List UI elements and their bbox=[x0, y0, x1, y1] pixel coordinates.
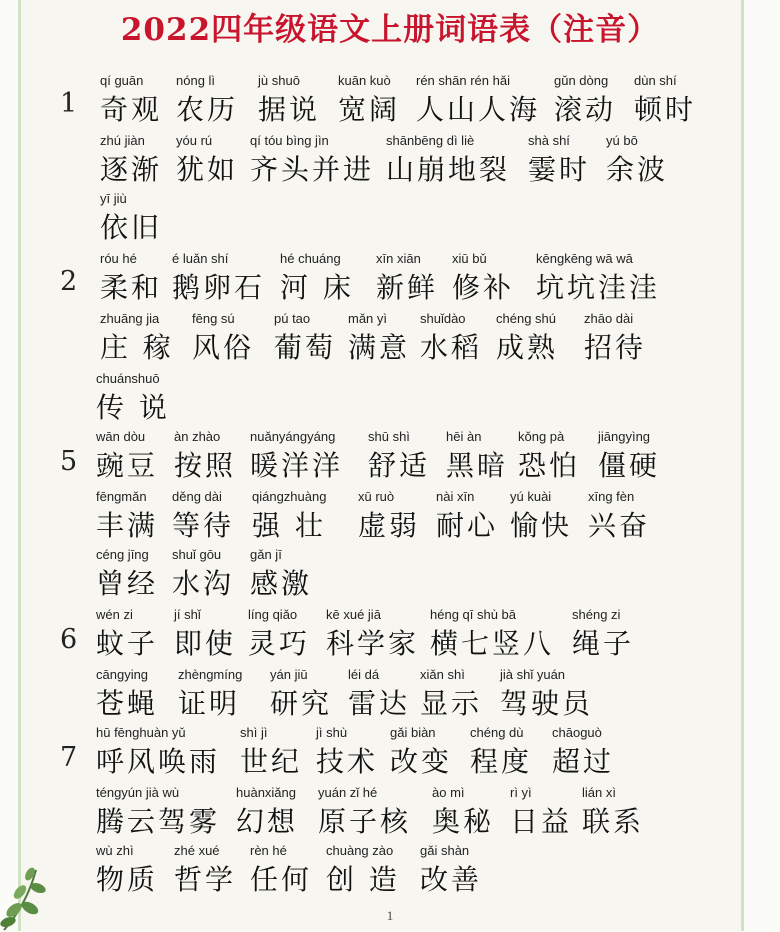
hanzi: 河 床 bbox=[280, 271, 354, 304]
vocab-word bbox=[252, 488, 326, 544]
vocab-word bbox=[172, 250, 265, 306]
hanzi: 感激 bbox=[250, 567, 313, 600]
hanzi: 耐心 bbox=[436, 509, 499, 542]
vocab-word bbox=[584, 310, 646, 366]
pinyin: nóng lì bbox=[176, 73, 216, 88]
vocab-word bbox=[248, 606, 310, 662]
vocab-word bbox=[430, 606, 554, 662]
vocab-word bbox=[420, 842, 482, 898]
hanzi: 雷达 bbox=[348, 687, 411, 720]
hanzi: 奥秘 bbox=[432, 805, 495, 838]
pinyin: jiāngyìng bbox=[598, 429, 651, 444]
pinyin: wén zi bbox=[96, 607, 133, 622]
pinyin: yán jiū bbox=[270, 667, 308, 682]
pinyin: gǎn jī bbox=[250, 547, 282, 562]
vocab-word bbox=[376, 250, 438, 306]
vocab-word bbox=[452, 250, 514, 306]
hanzi: 曾经 bbox=[96, 567, 159, 600]
pinyin: wān dòu bbox=[96, 429, 146, 444]
pinyin: yú bō bbox=[606, 133, 638, 148]
vocab-word bbox=[552, 724, 614, 780]
hanzi: 证明 bbox=[178, 687, 241, 720]
vocab-word bbox=[390, 724, 452, 780]
pinyin: kuān kuò bbox=[338, 73, 391, 88]
hanzi: 程度 bbox=[470, 745, 533, 778]
lesson-number-2: 2 bbox=[60, 266, 78, 297]
vocab-word bbox=[326, 842, 400, 898]
hanzi: 物质 bbox=[96, 863, 159, 896]
hanzi: 滚动 bbox=[554, 93, 617, 126]
vocab-word bbox=[420, 666, 482, 722]
vocab-word bbox=[250, 428, 343, 484]
pinyin: hé chuáng bbox=[280, 251, 341, 266]
pinyin: chāoguò bbox=[552, 725, 602, 740]
vocab-word bbox=[270, 666, 332, 722]
hanzi: 葡萄 bbox=[274, 331, 337, 364]
lesson-number-1: 1 bbox=[60, 88, 78, 119]
pinyin: jù shuō bbox=[258, 73, 300, 88]
pinyin: yóu rú bbox=[176, 133, 213, 148]
vocab-word bbox=[96, 428, 158, 484]
vocab-word bbox=[582, 784, 644, 840]
pinyin: fēng sú bbox=[192, 311, 235, 326]
pinyin: róu hé bbox=[100, 251, 137, 266]
pinyin: léi dá bbox=[348, 667, 380, 682]
hanzi: 即使 bbox=[174, 627, 237, 660]
hanzi: 齐头并进 bbox=[250, 153, 375, 186]
pinyin: yú kuài bbox=[510, 489, 552, 504]
vocab-word bbox=[174, 428, 236, 484]
vocab-word bbox=[176, 72, 238, 128]
hanzi: 恐怕 bbox=[518, 449, 581, 482]
pinyin: nuǎnyángyáng bbox=[250, 429, 336, 444]
pinyin: yuán zǐ hé bbox=[318, 785, 378, 800]
hanzi: 蚊子 bbox=[96, 627, 159, 660]
hanzi: 暖洋洋 bbox=[250, 449, 344, 482]
pinyin: fēngmǎn bbox=[96, 489, 147, 504]
vocab-word bbox=[174, 842, 236, 898]
pinyin: xiū bǔ bbox=[452, 251, 487, 266]
pinyin: gǎi shàn bbox=[420, 843, 470, 858]
hanzi: 据说 bbox=[258, 93, 321, 126]
pinyin: jià shǐ yuán bbox=[500, 667, 566, 682]
pinyin: shì jì bbox=[240, 725, 268, 740]
hanzi: 虚弱 bbox=[358, 509, 421, 542]
pinyin: xiǎn shì bbox=[420, 667, 465, 682]
pinyin: rèn hé bbox=[250, 843, 287, 858]
page-title: 2022四年级语文上册词语表（注音） bbox=[120, 12, 660, 48]
pinyin: é luǎn shí bbox=[172, 251, 229, 266]
pinyin: qí tóu bìng jìn bbox=[250, 133, 329, 148]
vocab-word bbox=[192, 310, 254, 366]
vocab-word bbox=[496, 310, 558, 366]
hanzi: 风俗 bbox=[192, 331, 255, 364]
vocab-word bbox=[606, 132, 668, 188]
pinyin: kǒng pà bbox=[518, 429, 565, 444]
hanzi: 超过 bbox=[552, 745, 615, 778]
hanzi: 余波 bbox=[606, 153, 669, 186]
pinyin: děng dài bbox=[172, 489, 222, 504]
vocab-word bbox=[420, 310, 482, 366]
vocab-word bbox=[446, 428, 508, 484]
vocab-word bbox=[470, 724, 532, 780]
vocab-word bbox=[172, 546, 234, 602]
hanzi: 丰满 bbox=[96, 509, 159, 542]
hanzi: 显示 bbox=[420, 687, 483, 720]
vocab-word bbox=[96, 370, 170, 426]
vocab-word bbox=[172, 488, 234, 544]
pinyin: chuàng zào bbox=[326, 843, 394, 858]
vocab-word bbox=[436, 488, 498, 544]
vocab-word bbox=[348, 666, 410, 722]
pinyin: xīn xiān bbox=[376, 251, 421, 266]
vocab-word bbox=[96, 842, 158, 898]
vocab-word bbox=[500, 666, 593, 722]
pinyin: zhèngmíng bbox=[178, 667, 243, 682]
hanzi: 柔和 bbox=[100, 271, 163, 304]
hanzi: 新鲜 bbox=[376, 271, 439, 304]
vocab-word bbox=[326, 606, 419, 662]
hanzi: 绳子 bbox=[572, 627, 635, 660]
vocab-word bbox=[338, 72, 400, 128]
hanzi: 联系 bbox=[582, 805, 645, 838]
pinyin: zhuāng jia bbox=[100, 311, 160, 326]
pinyin: xīng fèn bbox=[588, 489, 635, 504]
hanzi: 幻想 bbox=[236, 805, 299, 838]
vocab-word bbox=[96, 546, 158, 602]
hanzi: 呼风唤雨 bbox=[96, 745, 221, 778]
vocab-word bbox=[598, 428, 660, 484]
pinyin: chuánshuō bbox=[96, 371, 160, 386]
pinyin: gǔn dòng bbox=[554, 73, 609, 88]
vocab-word bbox=[96, 666, 158, 722]
pinyin: nài xīn bbox=[436, 489, 475, 504]
hanzi: 驾驶员 bbox=[500, 687, 594, 720]
pinyin: shéng zi bbox=[572, 607, 621, 622]
hanzi: 哲学 bbox=[174, 863, 237, 896]
hanzi: 苍蝇 bbox=[96, 687, 159, 720]
pinyin: líng qiǎo bbox=[248, 607, 298, 622]
hanzi: 科学家 bbox=[326, 627, 420, 660]
vocab-word bbox=[178, 666, 242, 722]
hanzi: 技术 bbox=[316, 745, 379, 778]
vocab-word bbox=[236, 784, 298, 840]
pinyin: cāngying bbox=[96, 667, 149, 682]
hanzi: 灵巧 bbox=[248, 627, 311, 660]
vocab-word bbox=[96, 724, 220, 780]
pinyin: yī jiù bbox=[100, 191, 127, 206]
vocab-word bbox=[258, 72, 320, 128]
hanzi: 原子核 bbox=[318, 805, 412, 838]
hanzi: 犹如 bbox=[176, 153, 239, 186]
hanzi: 成熟 bbox=[496, 331, 559, 364]
hanzi: 坑坑洼洼 bbox=[536, 271, 661, 304]
pinyin: qí guān bbox=[100, 73, 144, 88]
hanzi: 农历 bbox=[176, 93, 239, 126]
pinyin: ào mì bbox=[432, 785, 465, 800]
pinyin: kē xué jiā bbox=[326, 607, 381, 622]
vocab-word bbox=[100, 310, 174, 366]
vocab-word bbox=[416, 72, 540, 128]
hanzi: 改善 bbox=[420, 863, 483, 896]
leaf-decoration-icon bbox=[0, 852, 80, 932]
vocab-word bbox=[100, 132, 162, 188]
pinyin: dùn shí bbox=[634, 73, 677, 88]
hanzi: 满意 bbox=[348, 331, 411, 364]
hanzi: 招待 bbox=[584, 331, 647, 364]
pinyin: jì shù bbox=[316, 725, 348, 740]
hanzi: 依旧 bbox=[100, 211, 163, 244]
vocab-word bbox=[280, 250, 354, 306]
pinyin: chéng shú bbox=[496, 311, 556, 326]
vocab-word bbox=[96, 488, 158, 544]
page-number: 1 bbox=[386, 908, 394, 923]
hanzi: 黑暗 bbox=[446, 449, 509, 482]
pinyin: mǎn yì bbox=[348, 311, 388, 326]
vocab-word bbox=[348, 310, 410, 366]
hanzi: 山崩地裂 bbox=[386, 153, 511, 186]
hanzi: 传 说 bbox=[96, 391, 170, 424]
pinyin: àn zhào bbox=[174, 429, 221, 444]
hanzi: 水稻 bbox=[420, 331, 483, 364]
hanzi: 创 造 bbox=[326, 863, 400, 896]
hanzi: 兴奋 bbox=[588, 509, 651, 542]
vocab-word bbox=[318, 784, 411, 840]
vocab-word bbox=[528, 132, 590, 188]
pinyin: qiángzhuàng bbox=[252, 489, 327, 504]
hanzi: 顿时 bbox=[634, 93, 697, 126]
lesson-number-7: 7 bbox=[60, 742, 78, 773]
hanzi: 霎时 bbox=[528, 153, 591, 186]
lesson-number-5: 5 bbox=[60, 446, 78, 477]
vocab-word bbox=[518, 428, 580, 484]
vocab-word bbox=[176, 132, 238, 188]
vocab-word bbox=[250, 132, 374, 188]
vocab-word bbox=[174, 606, 236, 662]
hanzi: 僵硬 bbox=[598, 449, 661, 482]
vocab-word bbox=[316, 724, 378, 780]
hanzi: 愉快 bbox=[510, 509, 573, 542]
pinyin: huànxiǎng bbox=[236, 785, 296, 800]
pinyin: shà shí bbox=[528, 133, 570, 148]
pinyin: zhé xué bbox=[174, 843, 220, 858]
hanzi: 改变 bbox=[390, 745, 453, 778]
vocab-word bbox=[100, 190, 162, 246]
vocab-word bbox=[96, 606, 158, 662]
vocab-word bbox=[274, 310, 336, 366]
pinyin: shānbēng dì liè bbox=[386, 133, 475, 148]
vocab-word bbox=[358, 488, 420, 544]
hanzi: 奇观 bbox=[100, 93, 163, 126]
hanzi: 强 壮 bbox=[252, 509, 326, 542]
pinyin: hū fēnghuàn yǔ bbox=[96, 725, 186, 740]
hanzi: 腾云驾雾 bbox=[96, 805, 221, 838]
hanzi: 横七竖八 bbox=[430, 627, 555, 660]
lesson-number-6: 6 bbox=[60, 624, 78, 655]
vocab-word bbox=[536, 250, 660, 306]
pinyin: pú tao bbox=[274, 311, 311, 326]
pinyin: shuǐdào bbox=[420, 311, 466, 326]
vocab-word bbox=[634, 72, 696, 128]
hanzi: 日益 bbox=[510, 805, 573, 838]
pinyin: chéng dù bbox=[470, 725, 524, 740]
vocab-word bbox=[386, 132, 510, 188]
pinyin: lián xì bbox=[582, 785, 616, 800]
vocab-word bbox=[572, 606, 634, 662]
vocab-word bbox=[240, 724, 302, 780]
pinyin: téngyún jià wù bbox=[96, 785, 180, 800]
pinyin: héng qī shù bā bbox=[430, 607, 517, 622]
pinyin: zhú jiàn bbox=[100, 133, 145, 148]
hanzi: 逐渐 bbox=[100, 153, 163, 186]
hanzi: 庄 稼 bbox=[100, 331, 174, 364]
hanzi: 豌豆 bbox=[96, 449, 159, 482]
pinyin: kēngkēng wā wā bbox=[536, 251, 633, 266]
hanzi: 宽阔 bbox=[338, 93, 401, 126]
vocab-word bbox=[250, 842, 312, 898]
pinyin: jí shǐ bbox=[174, 607, 201, 622]
hanzi: 鹅卵石 bbox=[172, 271, 266, 304]
vocab-word bbox=[250, 546, 312, 602]
hanzi: 修补 bbox=[452, 271, 515, 304]
hanzi: 按照 bbox=[174, 449, 237, 482]
pinyin: shū shì bbox=[368, 429, 410, 444]
vocab-word bbox=[588, 488, 650, 544]
hanzi: 研究 bbox=[270, 687, 333, 720]
pinyin: gǎi biàn bbox=[390, 725, 436, 740]
pinyin: xū ruò bbox=[358, 489, 395, 504]
hanzi: 等待 bbox=[172, 509, 235, 542]
hanzi: 舒适 bbox=[368, 449, 431, 482]
vocab-word bbox=[510, 784, 572, 840]
vocab-word bbox=[554, 72, 616, 128]
pinyin: zhāo dài bbox=[584, 311, 634, 326]
pinyin: wù zhì bbox=[96, 843, 134, 858]
vocab-word bbox=[96, 784, 220, 840]
vocab-word bbox=[100, 72, 162, 128]
pinyin: céng jīng bbox=[96, 547, 149, 562]
pinyin: hēi àn bbox=[446, 429, 482, 444]
vocab-word bbox=[100, 250, 162, 306]
vocab-word bbox=[368, 428, 430, 484]
vocab-word bbox=[432, 784, 494, 840]
hanzi: 任何 bbox=[250, 863, 313, 896]
hanzi: 人山人海 bbox=[416, 93, 541, 126]
pinyin: rén shān rén hǎi bbox=[416, 73, 510, 88]
vocab-word bbox=[510, 488, 572, 544]
hanzi: 世纪 bbox=[240, 745, 303, 778]
hanzi: 水沟 bbox=[172, 567, 235, 600]
pinyin: rì yì bbox=[510, 785, 532, 800]
pinyin: shuǐ gōu bbox=[172, 547, 222, 562]
